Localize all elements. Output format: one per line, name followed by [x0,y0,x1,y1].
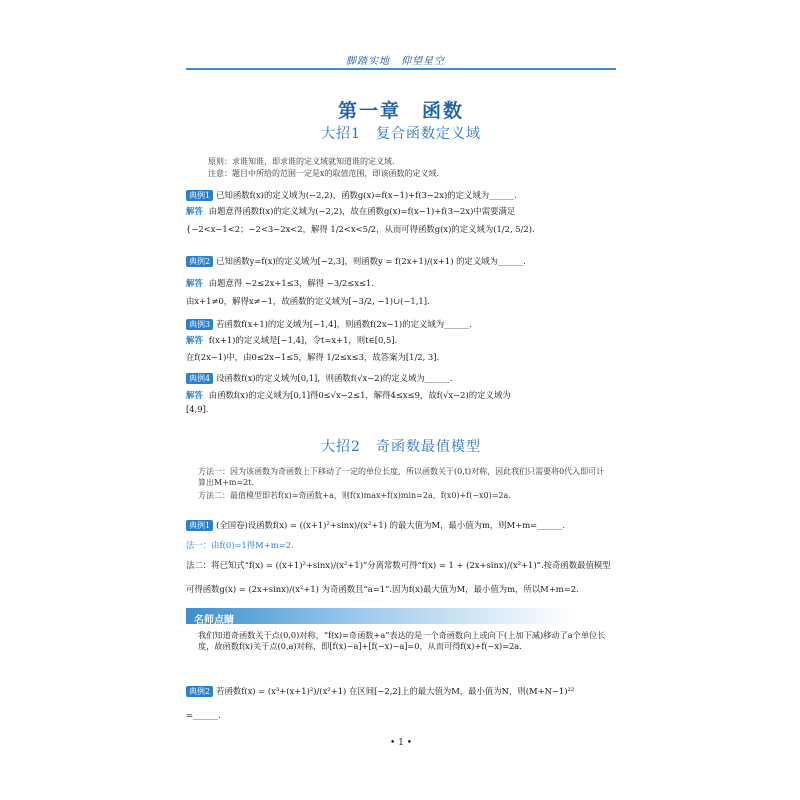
note-text: 注意：题目中所给的范围一定是x的取值范围，即该函数的定义域. [208,169,440,178]
s2-example-2-blank: =______. [186,710,221,720]
s2-method1-answer: 法一：由f(0)=1得M+m=2. [186,540,294,550]
header-rule [186,68,616,70]
s2-method2-answer-line2: 可得函数g(x) = (2x+sinx)/(x²+1) 为奇函数且“a=1”.因为f(x)最大值为M，最小值为m，所以M+m=2. [186,584,579,594]
s2-example-2: 典例2 若函数f(x) = (x³+(x+1)²)/(x²+1) 在区间[−2,2]上的最大值为M，最小值为N，则(M+N−1)²² [186,686,616,697]
chapter-title: 第一章 函数 [337,100,464,122]
section1-title: 大招1 复合函数定义域 [321,126,481,142]
example-3: 典例3 若函数f(x+1)的定义域为[−1,4]，则函数f(2x−1)的定义域为______. [186,319,616,330]
teacher-tip-text: 我们知道奇函数关于点(0,0)对称，“f(x)=奇函数+a”表达的是一个奇函数向上或向下(上加下减)移动了a个单位长度，故函数f(x)关于点(0,a)对称，即[f(x)−a]+[f(−x)−a]=0，从而可得f(x)+f(−x)=2a. [198,630,606,651]
example-tag: 典例1 [186,190,213,201]
principle-text: 原则：求谁知谁，即求谁的定义域就知道谁的定义域. [208,157,395,166]
teacher-tip-label: 名师点睛 [194,615,234,626]
teacher-tip-banner [186,608,616,624]
method-two: 方法二：最值模型即若f(x)=奇函数+a，则f(x)max+f(x)min=2a，f(x0)+f(−x0)=2a. [198,491,511,500]
answer-2-line2: 由x+1≠0，解得x≠−1，故函数的定义域为[−3/2, −1)∪(−1,1]. [186,296,430,306]
example-2: 典例2 已知函数y=f(x)的定义域为[−2,3]，则函数y = f(2x+1)/(x+1) 的定义域为______. [186,256,616,267]
running-header: 脚踏实地 仰望星空 [346,56,445,67]
s2-method2-answer-line1: 法二：将已知式“f(x) = ((x+1)²+sinx)/(x²+1)”分离常数可得“f(x) = 1 + (2x+sinx)/(x²+1)”.按奇函数最值模型 [186,560,611,570]
answer-3-line2: 在f(2x−1)中，由0≤2x−1≤5，解得 1/2≤x≤3，故答案为[1/2, 3]. [186,352,440,362]
s2-example-1: 典例1 (全国卷)设函数f(x) = ((x+1)²+sinx)/(x²+1) 的最大值为M，最小值为m，则M+m=______. [186,520,616,531]
section2-title: 大招2 奇函数最值模型 [321,439,481,455]
answer-1-line1: 解答 由题意得函数f(x)的定义域为(−2,2)，故在函数g(x)=f(x−1)+f(3−2x)中需要满足 [186,206,516,216]
document-page [186,38,616,778]
answer-1-line2: {−2<x−1<2；−2<3−2x<2，解得 1/2<x<5/2，从而可得函数g(x)的定义域为(1/2, 5/2). [186,224,535,234]
answer-2-line1: 解答 由题意得 −2≤2x+1≤3，解得 −3/2≤x≤1. [186,278,375,288]
answer-4-line2: [4,9]. [186,404,209,414]
page-number: • 1 • [389,738,413,748]
example-4: 典例4 设函数f(x)的定义域为[0,1]，则函数f(√x−2)的定义域为______. [186,373,616,384]
answer-4-line1: 解答 由函数f(x)的定义域为[0,1]得0≤√x−2≤1，解得4≤x≤9，故f(√x−2)的定义域为 [186,390,511,400]
example-1: 典例1 已知函数f(x)的定义域为(−2,2)，函数g(x)=f(x−1)+f(3−2x)的定义域为______. [186,190,616,201]
answer-3-line1: 解答 f(x+1)的定义域是[−1,4]，令t=x+1，则t∈[0,5]. [186,335,398,345]
method-one: 方法一：因为该函数为奇函数上下移动了一定的单位长度，所以函数关于(0,t)对称，因此我们只需要将0代入即可计算出M+m=2t. [198,467,605,487]
